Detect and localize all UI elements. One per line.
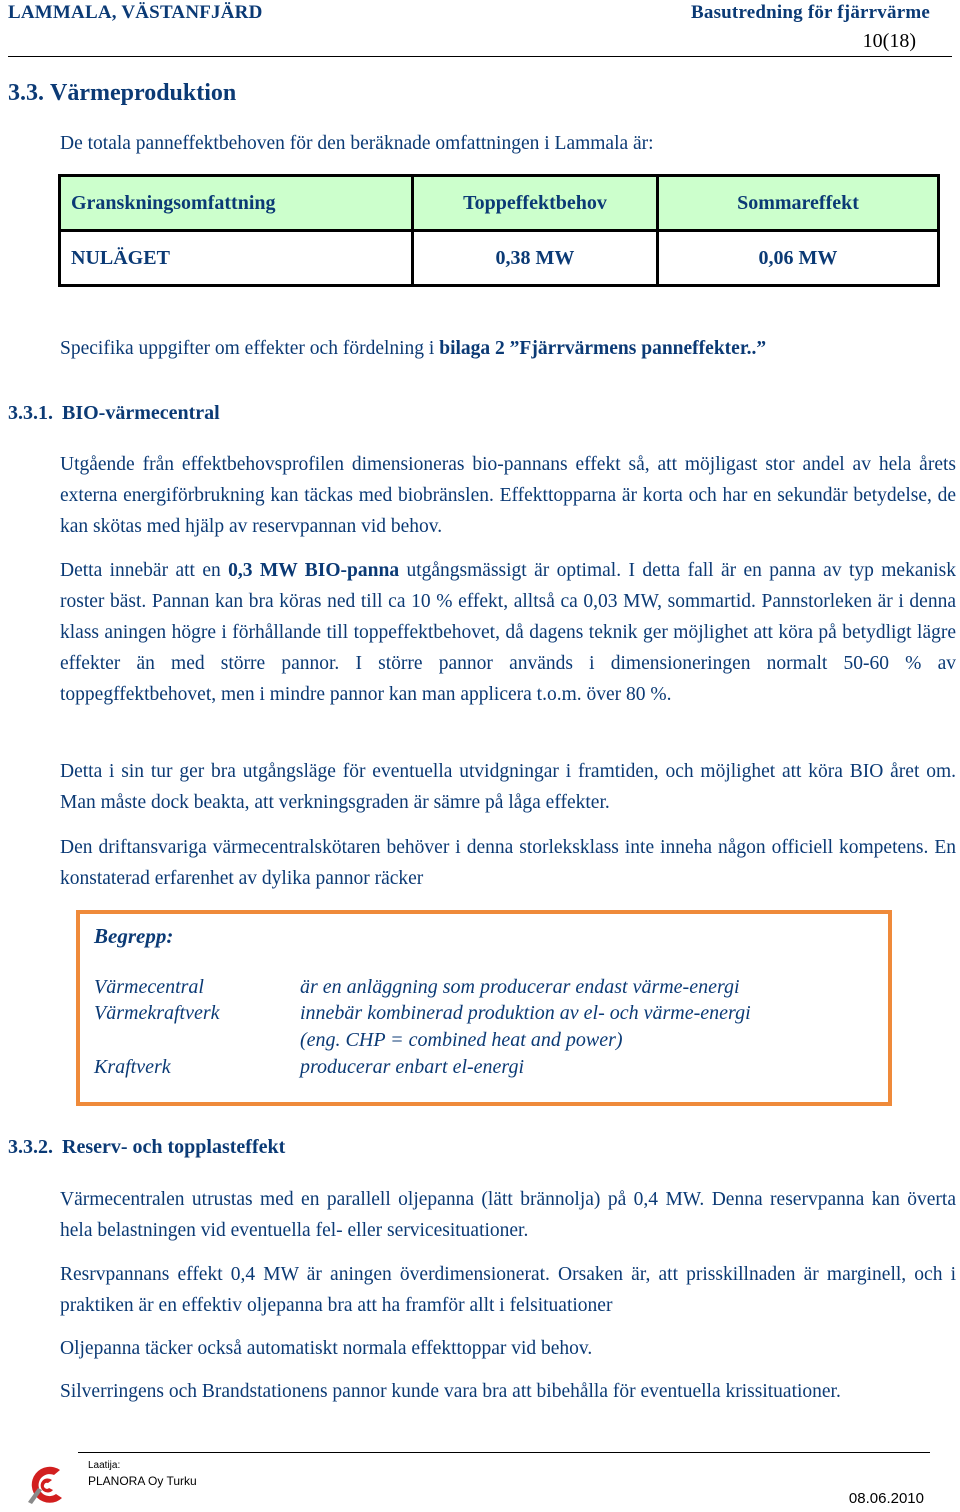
planora-logo-icon: [22, 1460, 70, 1508]
paragraph-2-bold: 0,3 MW BIO-panna: [228, 560, 400, 581]
paragraph-7: Oljepanna täcker också automatiskt normala effekttoppar vid behov.: [60, 1338, 593, 1359]
subsection-heading-2: [8, 1136, 285, 1159]
section-number: 3.3.: [8, 80, 44, 106]
effect-table: [58, 174, 940, 287]
intro-paragraph: De totala panneffektbehoven för den beräknade omfattningen i Lammala är:: [60, 133, 654, 154]
table-header-cell: Toppeffektbehov: [413, 176, 658, 231]
footer-company: PLANORA Oy Turku: [88, 1474, 197, 1488]
subsection-title: BIO-värmecentral: [62, 402, 220, 424]
table-cell: 0,38 MW: [413, 231, 658, 286]
box-definition: (eng. CHP = combined heat and power): [300, 1029, 623, 1051]
paragraph-3: Detta i sin tur ger bra utgångsläge för eventuella utvidgningar i framtiden, och möjlighet att köra BIO året om. Man måste dock beakta, att verkningsgraden är sämre på låga effekter.: [60, 761, 956, 813]
box-term: Värmekraftverk: [94, 1002, 220, 1024]
box-definition: är en anläggning som producerar endast värme-energi: [300, 976, 740, 998]
paragraph-1: Utgående från effektbehovsprofilen dimensioneras bio-pannans effekt så, att möjligast stor andel av hela årets externa energiförbrukning kan täckas med biobränslen. Effekttopparna är korta och har en sekundär betydelse, de kan skötas med hjälp av reservpannan vid behov.: [60, 454, 956, 537]
box-definition: producerar enbart el-energi: [300, 1056, 525, 1078]
section-title: Värmeproduktion: [50, 80, 237, 106]
footer-divider: [78, 1452, 930, 1453]
subsection-number: 3.3.1.: [8, 402, 53, 424]
paragraph-6: Resrvpannans effekt 0,4 MW är aningen överdimensionerat. Orsaken är, att prisskillnaden är marginell, och i praktiken är en effektiv oljepanna bra att ha framför allt i felsituationer: [60, 1264, 956, 1316]
footer-date: 08.06.2010: [848, 1490, 924, 1507]
paragraph-4: Den driftansvariga värmecentralskötaren behöver i denna storleksklass inte inneha någon officiell kompetens. En konstaterad erfarenhet av dylika pannor räcker: [60, 837, 956, 889]
header-right: Basutredning för fjärrvärme: [691, 2, 930, 23]
box-definition: innebär kombinerad produktion av el- och värme-energi: [300, 1002, 751, 1024]
paragraph-8: Silverringens och Brandstationens pannor kunde vara bra att bibehålla för eventuella krissituationer.: [60, 1381, 841, 1402]
paragraph-2-pre: Detta innebär att en: [60, 560, 229, 581]
subsection-title: Reserv- och topplasteffekt: [62, 1136, 286, 1158]
header-divider: [8, 56, 952, 57]
specifika-bold: bilaga 2 ”Fjärrvärmens panneffekter..”: [439, 338, 767, 359]
table-header-cell: Sommareffekt: [658, 176, 939, 231]
paragraph-2: [60, 555, 956, 710]
box-term: Värmecentral: [94, 976, 204, 998]
subsection-heading-1: [8, 402, 220, 425]
specifika-text: Specifika uppgifter om effekter och fördelning i: [60, 338, 440, 359]
table-header-cell: Granskningsomfattning: [60, 176, 413, 231]
paragraph-2-post: utgångsmässigt är optimal. I detta fall är en panna av typ mekanisk roster bäst. Pannan kan bra köras ned till ca 10 % effekt, alltså ca 0,03 MW, sommartid. Pannstorleken är i denna klass aningen högre i förhållande till toppeffektbehovet, då dagens teknik ger möjlighet att köra på betydligt lägre effekter än med större pannor. I större pannor används i dimensioneringen normalt 50-60 % av toppegffektbehovet, men i mindre pannor kan man applicera t.o.m. över 80 %.: [60, 560, 956, 705]
specifika-paragraph: [60, 333, 956, 364]
footer-label: Laatija:: [88, 1460, 121, 1471]
table-cell: NULÄGET: [60, 231, 413, 286]
table-cell: 0,06 MW: [658, 231, 939, 286]
subsection-number: 3.3.2.: [8, 1136, 53, 1158]
definitions-box: [76, 910, 892, 1106]
table-header-row: [60, 176, 939, 231]
table-row: [60, 231, 939, 286]
box-term: Kraftverk: [94, 1056, 171, 1078]
paragraph-5: Värmecentralen utrustas med en parallell oljepanna (lätt brännolja) på 0,4 MW. Denna reservpanna kan överta hela belastningen vid eventuella fel- eller servicesituationer.: [60, 1189, 956, 1241]
header-left: LAMMALA, VÄSTANFJÄRD: [8, 2, 263, 23]
box-title: Begrepp:: [94, 924, 174, 948]
section-heading: [8, 80, 236, 107]
page-number: 10(18): [862, 30, 916, 52]
